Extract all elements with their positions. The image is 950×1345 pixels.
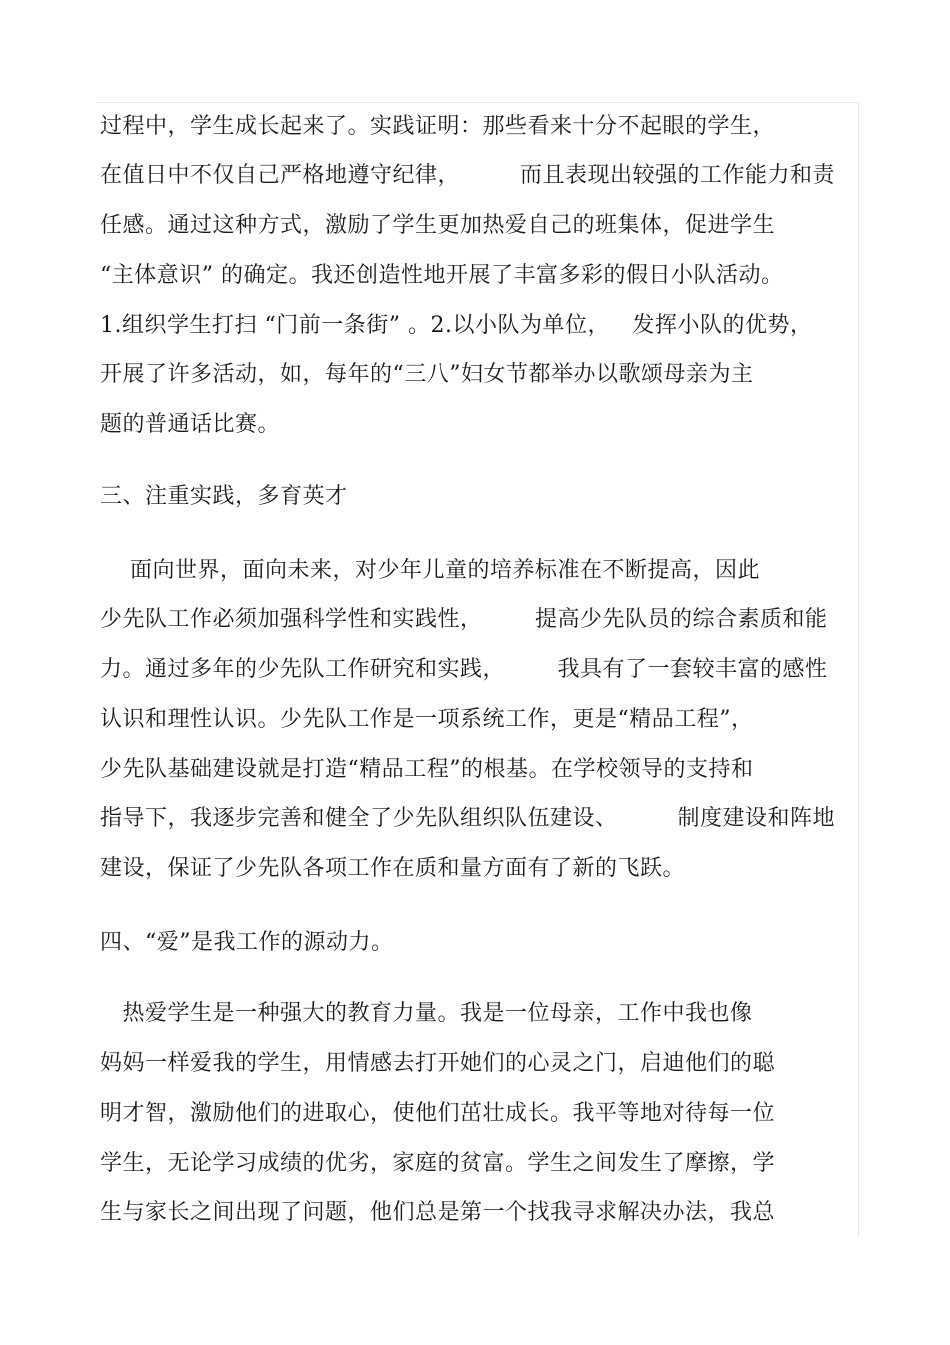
text-line: 力。通过多年的少先队工作研究和实践， 我具有了一套较丰富的感性 xyxy=(100,657,828,682)
text-line: 过程中，学生成长起来了。实践证明：那些看来十分不起眼的学生， xyxy=(100,114,776,139)
text-line: 在值日中不仅自己严格地遵守纪律， 而且表现出较强的工作能力和责 xyxy=(100,163,835,188)
text-line: 开展了许多活动，如，每年的“三八”妇女节都举办以歌颂母亲为主 xyxy=(100,362,754,387)
section-heading: 四、“爱”是我工作的源动力。 xyxy=(100,930,394,955)
text-line: 建设，保证了少先队各项工作在质和量方面有了新的飞跃。 xyxy=(100,856,686,881)
text-line: 生与家长之间出现了问题，他们总是第一个找我寻求解决办法，我总 xyxy=(100,1200,776,1225)
text-line: 面向世界，面向未来，对少年儿童的培养标准在不断提高，因此 xyxy=(100,558,760,583)
section-heading: 三、注重实践，多育英才 xyxy=(100,484,348,509)
text-line: “主体意识” 的确定。我还创造性地开展了丰富多彩的假日小队活动。 xyxy=(100,263,784,288)
text-line: 妈妈一样爱我的学生，用情感去打开她们的心灵之门，启迪他们的聪 xyxy=(100,1051,776,1076)
text-line: 1.组织学生打扫 “门前一条街” 。2.以小队为单位， 发挥小队的优势， xyxy=(100,313,813,338)
text-line: 学生，无论学习成绩的优劣，家庭的贫富。学生之间发生了摩擦，学 xyxy=(100,1151,776,1176)
text-line: 少先队基础建设就是打造“精品工程”的根基。在学校领导的支持和 xyxy=(100,757,754,782)
text-line: 任感。通过这种方式，激励了学生更加热爱自己的班集体，促进学生 xyxy=(100,213,776,238)
text-line: 指导下，我逐步完善和健全了少先队组织队伍建设、 制度建设和阵地 xyxy=(100,806,835,831)
text-line: 少先队工作必须加强科学性和实践性， 提高少先队员的综合素质和能 xyxy=(100,607,828,632)
text-line: 明才智，激励他们的进取心，使他们茁壮成长。我平等地对待每一位 xyxy=(100,1101,776,1126)
text-line: 题的普通话比赛。 xyxy=(100,412,281,437)
text-line: 认识和理性认识。少先队工作是一项系统工作，更是“精品工程”， xyxy=(100,707,754,732)
text-line: 热爱学生是一种强大的教育力量。我是一位母亲，工作中我也像 xyxy=(100,1001,753,1026)
